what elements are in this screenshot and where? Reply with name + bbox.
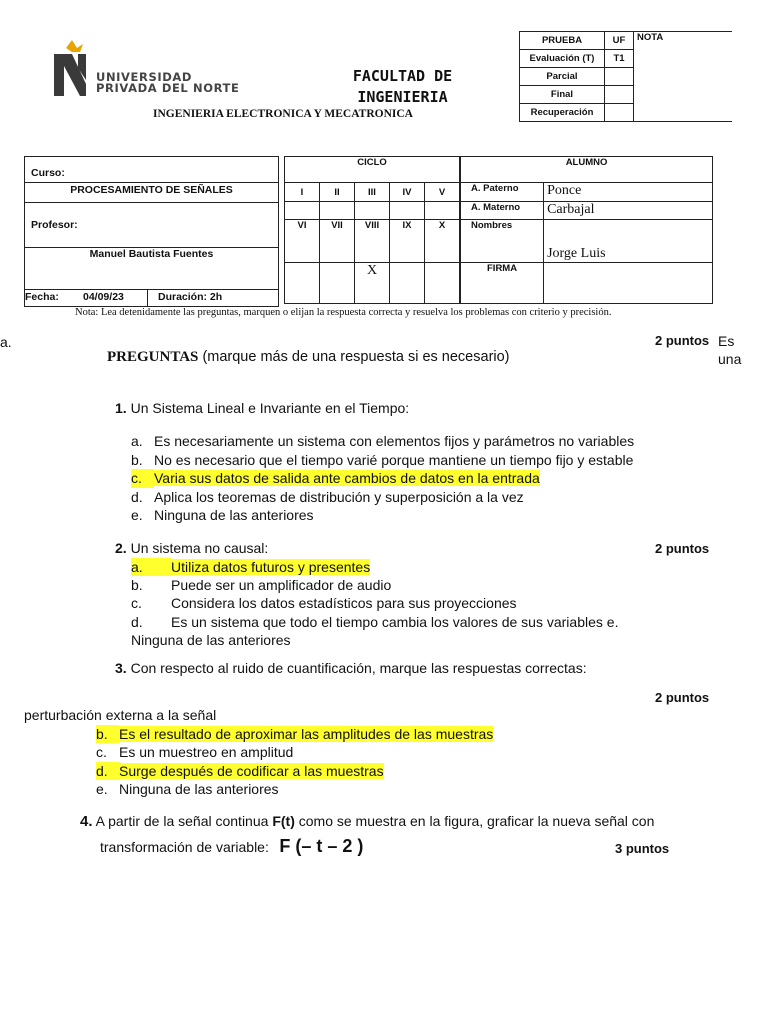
ciclo-cell bbox=[355, 202, 390, 220]
instructions-note: Nota: Lea detenidamente las preguntas, marquen o elijan la respuesta correcta y resuelva los problemas con criterio y precisión. bbox=[75, 307, 612, 318]
fecha-value: 04/09/23 bbox=[83, 291, 124, 303]
grade-row-label: Final bbox=[520, 86, 605, 104]
points-label: 2 puntos bbox=[655, 541, 710, 556]
ciclo-cell: II bbox=[320, 183, 355, 202]
stray-word: una bbox=[718, 351, 742, 367]
divider bbox=[25, 289, 278, 290]
option[interactable]: a. Es necesariamente un sistema con elementos fijos y parámetros no variables bbox=[131, 433, 635, 449]
question-number: 2. bbox=[115, 540, 127, 556]
ciclo-mark bbox=[425, 263, 460, 304]
divider bbox=[147, 289, 148, 306]
points-label: 2 puntos bbox=[655, 333, 710, 348]
question-3 bbox=[115, 660, 587, 676]
course-info-box bbox=[24, 156, 279, 307]
stray-letter: a. bbox=[0, 334, 12, 350]
option[interactable]: c. Es un muestreo en amplitud bbox=[96, 744, 294, 761]
grade-table bbox=[519, 31, 732, 122]
faculty-title bbox=[330, 66, 475, 108]
alumno-header: ALUMNO bbox=[461, 157, 713, 183]
ciclo-cell bbox=[320, 202, 355, 220]
divider bbox=[25, 202, 278, 203]
paterno-value: Ponce bbox=[544, 183, 713, 202]
question-number: 1. bbox=[115, 400, 127, 416]
profesor-name: Manuel Bautista Fuentes bbox=[89, 248, 214, 260]
option[interactable]: b. Puede ser un amplificador de audio bbox=[131, 577, 392, 594]
question-1-options bbox=[131, 432, 634, 525]
option-highlighted[interactable]: d. Surge después de codificar a las muestras bbox=[96, 762, 384, 779]
question-text: Un sistema no causal: bbox=[130, 540, 269, 556]
question-text: Con respecto al ruido de cuantificación, marque las respuestas correctas: bbox=[130, 660, 587, 676]
ciclo-cell: VI bbox=[285, 220, 320, 263]
ciclo-mark bbox=[285, 263, 320, 304]
ciclo-cell: III bbox=[355, 183, 390, 202]
ciclo-mark bbox=[320, 263, 355, 304]
question-1 bbox=[115, 400, 409, 416]
transform-formula: F (– t – 2 ) bbox=[279, 836, 364, 856]
preguntas-subtitle: (marque más de una respuesta si es necesario) bbox=[202, 349, 510, 365]
transform-label: transformación de variable: bbox=[100, 839, 269, 855]
nombres-label: Nombres bbox=[461, 220, 544, 263]
option[interactable]: d. Es un sistema que todo el tiempo cambia los valores de sus variables e. bbox=[131, 613, 619, 630]
option-highlighted[interactable]: b. Es el resultado de aproximar las amplitudes de las muestras bbox=[96, 726, 494, 742]
ciclo-cell: VIII bbox=[355, 220, 390, 263]
grade-row-value bbox=[605, 86, 634, 104]
question-4 bbox=[80, 813, 654, 830]
ciclo-header: CICLO bbox=[285, 157, 460, 183]
question-text-b: como se muestra en la figura, graficar la nueva señal con bbox=[298, 813, 655, 829]
option[interactable]: c. Considera los datos estadísticos para sus proyecciones bbox=[131, 595, 517, 612]
ciclo-cell: IX bbox=[390, 220, 425, 263]
ciclo-cell: IV bbox=[390, 183, 425, 202]
option[interactable]: b. No es necesario que el tiempo varié porque mantiene un tiempo fijo y estable bbox=[131, 451, 634, 468]
option[interactable]: e. Ninguna de las anteriores bbox=[96, 780, 279, 797]
grade-header-uf: UF bbox=[605, 32, 634, 50]
grade-header-nota: NOTA bbox=[634, 32, 733, 122]
question-text-a: A partir de la señal continua bbox=[95, 813, 269, 829]
ciclo-cell: I bbox=[285, 183, 320, 202]
question-ft: F(t) bbox=[272, 813, 295, 829]
grade-row-value bbox=[605, 68, 634, 86]
department-title: INGENIERIA ELECTRONICA Y MECATRONICA bbox=[153, 108, 413, 120]
grade-row-value: T1 bbox=[605, 50, 634, 68]
grade-row-label: Recuperación bbox=[520, 104, 605, 122]
question-3-options bbox=[96, 725, 493, 798]
question-number: 4. bbox=[80, 813, 93, 830]
question-number: 3. bbox=[115, 660, 127, 676]
ciclo-mark: X bbox=[355, 263, 390, 304]
ciclo-cell: V bbox=[425, 183, 460, 202]
duracion: Duración: 2h bbox=[158, 291, 223, 303]
option-highlighted[interactable]: a. Utiliza datos futuros y presentes bbox=[131, 559, 371, 575]
ciclo-cell bbox=[285, 202, 320, 220]
university-logo-icon bbox=[50, 40, 96, 98]
ciclo-mark bbox=[390, 263, 425, 304]
course-name: PROCESAMIENTO DE SEÑALES bbox=[70, 184, 233, 196]
ciclo-cell bbox=[425, 202, 460, 220]
logo-line-2: PRIVADA DEL NORTE bbox=[96, 81, 240, 95]
question-text: Un Sistema Lineal e Invariante en el Tiempo: bbox=[130, 400, 410, 416]
grade-row-label: Evaluación (T) bbox=[520, 50, 605, 68]
option[interactable]: e. Ninguna de las anteriores bbox=[131, 507, 314, 523]
points-label: 2 puntos bbox=[655, 690, 710, 705]
grade-row-label: Parcial bbox=[520, 68, 605, 86]
question-3-lead: perturbación externa a la señal bbox=[24, 707, 217, 723]
logo-line-1: UNIVERSIDAD bbox=[96, 70, 193, 84]
firma-label: FIRMA bbox=[461, 263, 544, 304]
ciclo-cell: X bbox=[425, 220, 460, 263]
materno-label: A. Materno bbox=[461, 202, 544, 220]
paterno-label: A. Paterno bbox=[461, 183, 544, 202]
preguntas-heading bbox=[107, 349, 510, 366]
grade-header-prueba: PRUEBA bbox=[520, 32, 605, 50]
option[interactable]: d. Aplica los teoremas de distribución y superposición a la vez bbox=[131, 488, 524, 505]
question-2-options bbox=[131, 558, 618, 649]
faculty-line-2: INGENIERIA bbox=[357, 88, 448, 106]
curso-label: Curso: bbox=[31, 167, 65, 179]
stray-word: Es bbox=[718, 333, 735, 349]
profesor-label: Profesor: bbox=[31, 219, 78, 231]
materno-value: Carbajal bbox=[544, 202, 713, 220]
alumno-table bbox=[460, 156, 713, 304]
faculty-line-1: FACULTAD DE bbox=[352, 67, 453, 85]
ciclo-cell bbox=[390, 202, 425, 220]
points-label: 3 puntos bbox=[615, 841, 670, 856]
option-wrap[interactable]: Ninguna de las anteriores bbox=[131, 631, 291, 648]
university-name bbox=[96, 72, 239, 94]
option-highlighted[interactable]: c. Varia sus datos de salida ante cambios de datos en la entrada bbox=[131, 470, 540, 486]
preguntas-title: PREGUNTAS bbox=[107, 349, 199, 365]
question-2 bbox=[115, 540, 268, 556]
question-4-line2 bbox=[100, 836, 363, 857]
divider bbox=[25, 182, 278, 183]
nombres-value: Jorge Luis bbox=[544, 220, 713, 263]
ciclo-table bbox=[284, 156, 460, 304]
fecha-label: Fecha: bbox=[25, 291, 59, 303]
grade-row-value bbox=[605, 104, 634, 122]
firma-value bbox=[544, 263, 713, 304]
ciclo-cell: VII bbox=[320, 220, 355, 263]
